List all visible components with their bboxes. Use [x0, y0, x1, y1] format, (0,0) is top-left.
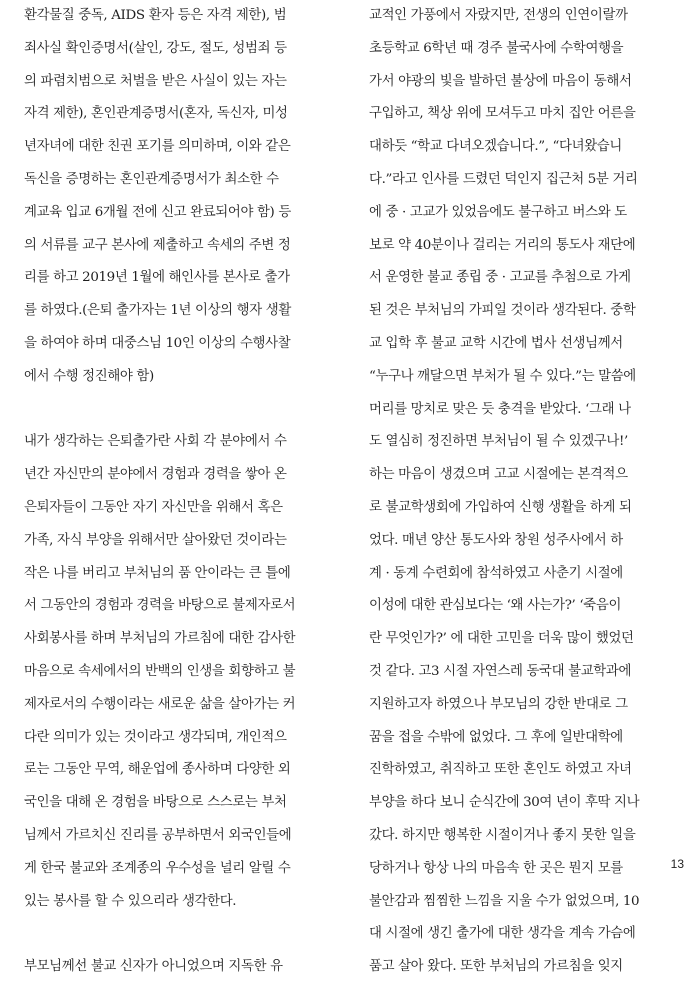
text-line: 년간 자신만의 분야에서 경험과 경력을 쌓아 온: [24, 467, 287, 483]
text-line: 계교육 입교 6개월 전에 신고 완료되어야 함) 등: [24, 204, 291, 220]
text-line: 독신을 증명하는 혼인관계증명서가 최소한 수: [24, 171, 279, 187]
text-line: 이성에 대한 관심보다는 ‘왜 사는가?’ ‘죽음이: [369, 598, 622, 614]
text-line: 다.”라고 인사를 드렸던 덕인지 집근처 5분 거리: [369, 171, 638, 187]
text-line: 란 무엇인가?’ 에 대한 고민을 더욱 많이 했었던: [369, 631, 634, 647]
text-line: 내가 생각하는 은퇴출가란 사회 각 분야에서 수: [24, 434, 287, 450]
text-line: 년자녀에 대한 친권 포기를 의미하며, 이와 같은: [24, 139, 291, 155]
text-line: 서 그동안의 경험과 경력을 바탕으로 불제자로서: [24, 598, 296, 614]
text-line: 마음으로 속세에서의 반백의 인생을 회향하고 불: [24, 663, 296, 679]
text-line: 진학하였고, 취직하고 또한 혼인도 하였고 자녀: [369, 762, 632, 778]
paragraph-gap: [24, 394, 332, 427]
text-line: 의 파렴치범으로 처벌을 받은 사실이 있는 자는: [24, 73, 287, 89]
text-line: 제자로서의 수행이라는 새로운 삶을 살아가는 커: [24, 696, 296, 712]
text-line: 를 하였다.(은퇴 출가자는 1년 이상의 행자 생활: [24, 303, 291, 319]
text-line: 부양을 하다 보니 순식간에 30여 년이 후딱 지나: [369, 795, 640, 811]
text-line: 초등학교 6학년 때 경주 불국사에 수학여행을: [369, 40, 624, 56]
text-line: 로 불교학생회에 가입하여 신행 생활을 하게 되: [369, 499, 632, 515]
paragraph: [24, 426, 332, 918]
paragraph: [24, 951, 332, 984]
text-line: 은퇴자들이 그동안 자기 자신만을 위해서 혹은: [24, 499, 283, 515]
paragraph-gap: [24, 918, 332, 951]
text-line: 작은 나를 버리고 부처님의 품 안이라는 큰 틀에: [24, 565, 291, 581]
text-line: 대 시절에 생긴 출가에 대한 생각을 계속 가슴에: [369, 926, 636, 942]
text-line: 갔다. 하지만 행복한 시절이거나 좋지 못한 일을: [369, 827, 636, 843]
text-line: 품고 살아 왔다. 또한 부처님의 가르침을 잊지: [369, 959, 623, 975]
paragraph: [24, 0, 332, 394]
text-line: 꿈을 접을 수밖에 없었다. 그 후에 일반대학에: [369, 729, 623, 745]
text-line: 리를 하고 2019년 1월에 해인사를 본사로 출가: [24, 270, 290, 286]
text-line: 에 중 · 고교가 있었음에도 불구하고 버스와 도: [369, 204, 627, 220]
paragraph: [369, 0, 677, 984]
text-line: 교적인 가풍에서 자랐지만, 전생의 인연이랄까: [369, 8, 628, 23]
text-line: 가서 야광의 빛을 발하던 불상에 마음이 동해서: [369, 73, 632, 89]
left-column: [24, 0, 332, 984]
text-line: 구입하고, 책상 위에 모셔두고 마치 집안 어른을: [369, 106, 636, 122]
text-line: 다란 의미가 있는 것이라고 생각되며, 개인적으: [24, 729, 287, 745]
text-line: 었다. 매년 양산 통도사와 창원 성주사에서 하: [369, 532, 623, 548]
text-line: 하는 마음이 생겼으며 고교 시절에는 본격적으: [369, 467, 628, 483]
text-line: 된 것은 부처님의 가피일 것이라 생각된다. 중학: [369, 303, 636, 319]
text-line: 서 운영한 불교 종립 중 · 고교를 추첨으로 가게: [369, 270, 631, 286]
text-line: 게 한국 불교와 조계종의 우수성을 널리 알릴 수: [24, 860, 291, 876]
text-line: 님께서 가르치신 진리를 공부하면서 외국인들에: [24, 827, 292, 843]
right-column: [369, 0, 677, 984]
text-line: 의 서류를 교구 본사에 제출하고 속세의 주변 정: [24, 237, 291, 253]
text-line: 지원하고자 하였으나 부모님의 강한 반대로 그: [369, 696, 628, 712]
text-line: 사회봉사를 하며 부처님의 가르침에 대한 감사한: [24, 631, 296, 647]
text-line: 환각물질 중독, AIDS 환자 등은 자격 제한), 범: [24, 8, 287, 23]
text-line: 도 열심히 정진하면 부처님이 될 수 있겠구나!’: [369, 434, 628, 450]
text-line: 가족, 자식 부양을 위해서만 살아왔던 것이라는: [24, 532, 287, 548]
text-line: 대하듯 “학교 다녀오겠습니다.”, “다녀왔습니: [369, 139, 622, 155]
text-line: 에서 수행 정진해야 함): [24, 368, 154, 384]
text-line: 로는 그동안 무역, 해운업에 종사하며 다양한 외: [24, 762, 291, 778]
text-line: “누구나 깨달으면 부처가 될 수 있다.”는 말씀에: [369, 368, 636, 384]
text-line: 국인을 대해 온 경험을 바탕으로 스스로는 부처: [24, 795, 287, 811]
text-line: 불안감과 찜찜한 느낌을 지울 수가 없었으며, 10: [369, 893, 640, 909]
text-line: 보로 약 40분이나 걸리는 거리의 통도사 재단에: [369, 237, 636, 253]
text-line: 계 · 동계 수련회에 참석하였고 사춘기 시절에: [369, 565, 623, 581]
page-number: 13: [670, 857, 684, 871]
text-line: 것 같다. 고3 시절 자연스레 동국대 불교학과에: [369, 663, 632, 679]
text-line: 머리를 망치로 맞은 듯 충격을 받았다. ‘그래 나: [369, 401, 631, 417]
text-line: 당하거나 항상 나의 마음속 한 곳은 뭔지 모를: [369, 860, 623, 876]
text-line: 자격 제한), 혼인관계증명서(혼자, 독신자, 미성: [24, 106, 288, 122]
text-line: 을 하여야 하며 대중스님 10인 이상의 수행사찰: [24, 335, 291, 351]
text-line: 부모님께선 불교 신자가 아니었으며 지독한 유: [24, 959, 283, 975]
text-line: 죄사실 확인증명서(살인, 강도, 절도, 성범죄 등: [24, 40, 287, 56]
text-line: 교 입학 후 불교 교학 시간에 법사 선생님께서: [369, 335, 623, 351]
text-line: 있는 봉사를 할 수 있으리라 생각한다.: [24, 893, 237, 909]
